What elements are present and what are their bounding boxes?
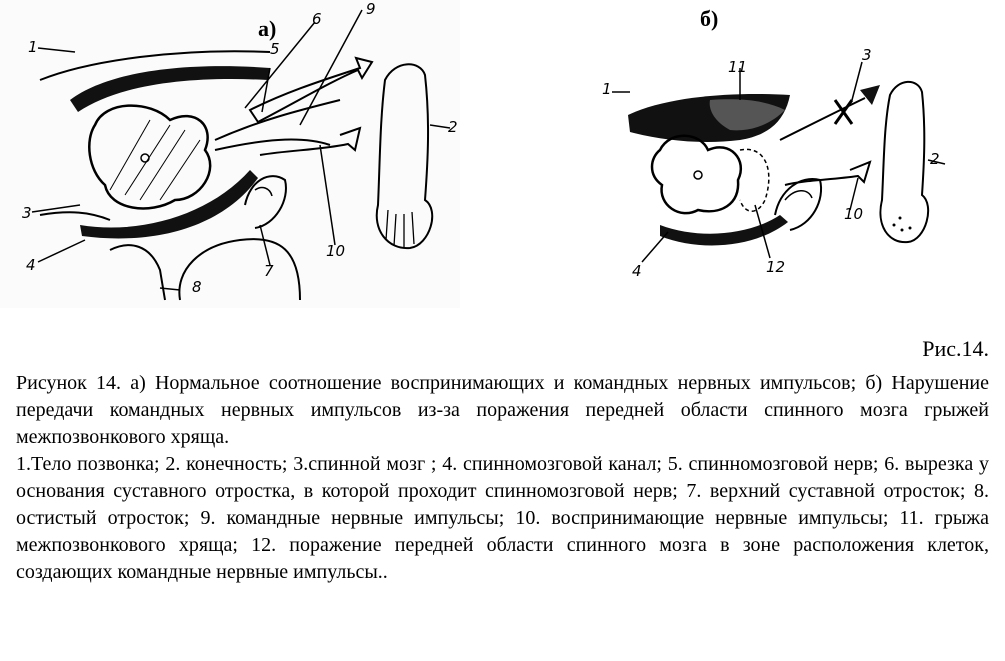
figure-a-label-7: 7 xyxy=(264,262,274,280)
figure-a-label-5: 5 xyxy=(270,40,280,58)
figure-a-label-3: 3 xyxy=(22,204,32,222)
figure-a-letter: а) xyxy=(258,16,277,41)
figure-b-label-2: 2 xyxy=(930,150,940,168)
figure-b-drawing xyxy=(590,0,950,300)
figure-b-label-3: 3 xyxy=(862,46,872,64)
figure-a-label-8: 8 xyxy=(192,278,202,296)
figure-a-label-10: 10 xyxy=(326,242,346,260)
figure-caption xyxy=(16,370,989,586)
figure-reference: Рис.14. xyxy=(922,336,989,361)
figure-a-label-2: 2 xyxy=(448,118,458,136)
figure-b-label-12: 12 xyxy=(766,258,786,276)
figure-a-label-6: 6 xyxy=(312,10,322,28)
figure-b-letter: б) xyxy=(700,6,719,31)
figure-b-label-10: 10 xyxy=(844,205,864,223)
figure-a-label-1: 1 xyxy=(28,38,38,56)
figure-a-drawing xyxy=(0,0,460,308)
caption-title: Рисунок 14. а) Нормальное соотношение воспринимающих и командных нервных импульсов; б) Нарушение передачи командных нервных импульсов из-за поражения передней области спинного мозга грыжей межпозвонкового хряща. xyxy=(16,372,989,448)
figure-b xyxy=(590,0,950,300)
figure-b-label-11: 11 xyxy=(728,58,748,76)
figure-b-label-4: 4 xyxy=(632,262,642,280)
figure-a-label-4: 4 xyxy=(26,256,36,274)
caption-legend: 1.Тело позвонка; 2. конечность; 3.спинной мозг ; 4. спинномозговой канал; 5. спинномозговой нерв; 6. вырезка у основания суставного отростка, в которой проходит спинномозговой нерв; 7. верхний суставной отросток; 8. остистый отросток; 9. командные нервные импульсы; 10. воспринимающие нервные импульсы; 11. грыжа межпозвонкового хряща; 12. поражение передней области спинного мозга в зоне расположения клеток, создающих командные нервные импульсы.. xyxy=(16,453,989,583)
figure-a-label-9: 9 xyxy=(366,0,376,18)
figure-a xyxy=(0,0,460,308)
figure-b-label-1: 1 xyxy=(602,80,612,98)
